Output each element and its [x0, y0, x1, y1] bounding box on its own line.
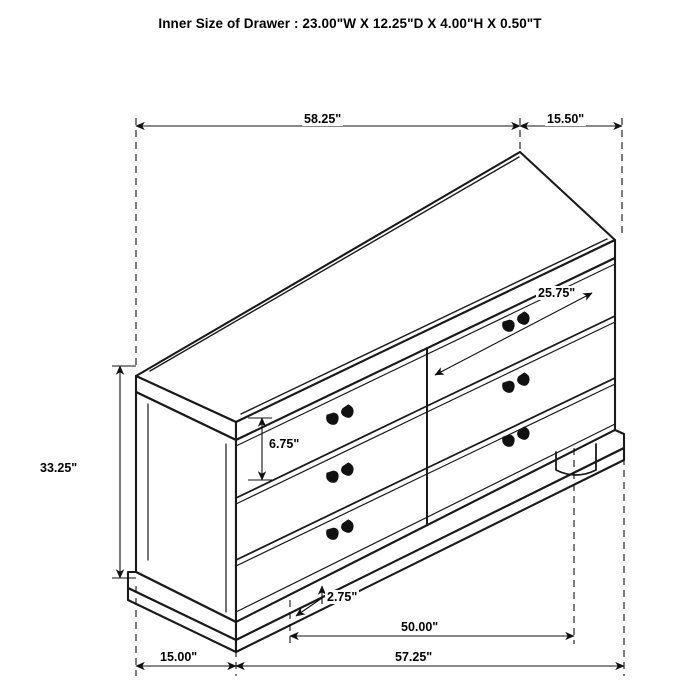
dimension-label-base-width: 50.00": [401, 620, 439, 634]
page-title: Inner Size of Drawer : 23.00"W X 12.25"D X 4.00"H X 0.50"T: [158, 16, 542, 31]
dimension-label-base-front: 2.75": [327, 590, 358, 604]
dimension-label-bottom-depth: 15.00": [160, 650, 198, 664]
dimension-label-overall-height: 33.25": [40, 461, 78, 475]
dimension-label-bottom-width: 57.25": [395, 650, 433, 664]
dimension-label-drawer-height: 6.75": [269, 437, 300, 451]
dimension-label-top-side-depth: 15.50": [547, 112, 585, 126]
dimension-label-diagonal-drawer: 25.75": [538, 286, 576, 300]
dimension-label-top-width: 58.25": [304, 112, 342, 126]
